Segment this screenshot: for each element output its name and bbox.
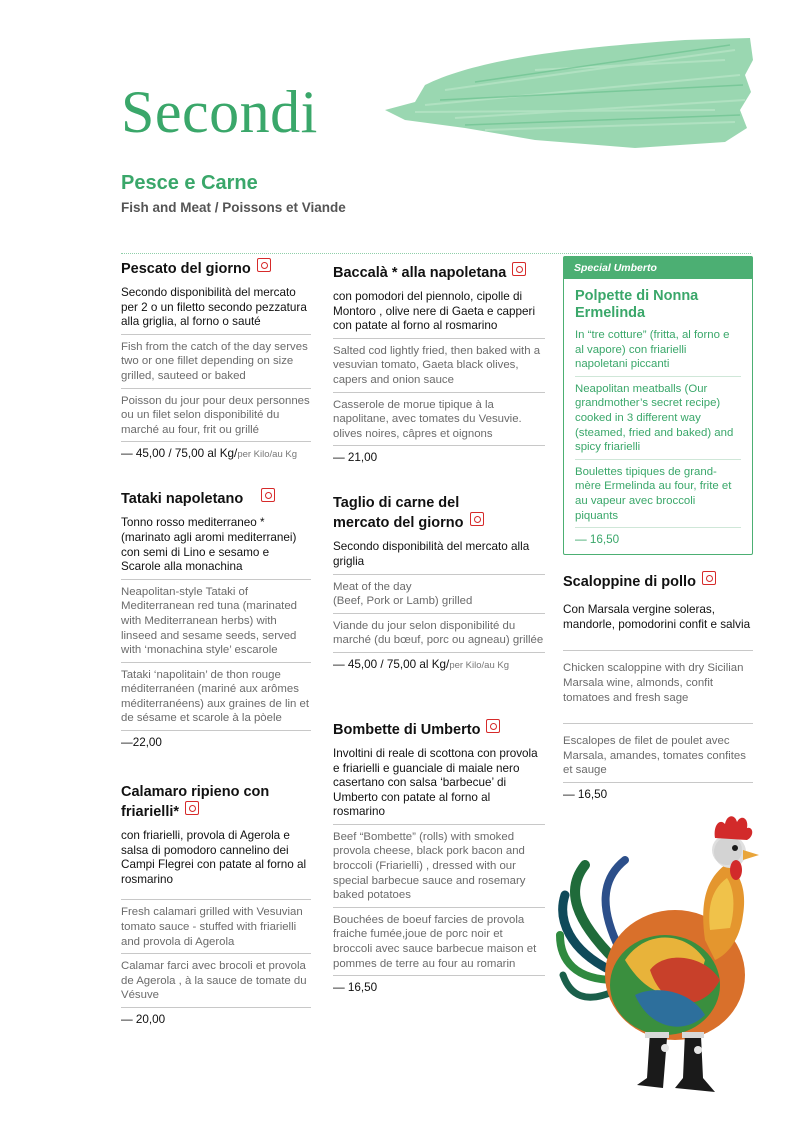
dish-description-it: Secondo disponibilità del mercato alla griglia: [333, 540, 545, 574]
special-price: — 16,50: [575, 533, 620, 547]
special-description-fr: Boulettes tipiques de grand-mère Ermelinda au four, frite et au vapeur avec broccoli piquants: [575, 465, 741, 528]
dish-description-fr: Escalopes de filet de poulet avec Marsala, amandes, tomates confites et sauge: [563, 734, 753, 783]
dish-description-en: Meat of the day (Beef, Pork or Lamb) grilled: [333, 580, 545, 614]
dish-description-en: Fish from the catch of the day serves two or one fillet depending on size grilled, sauteed or baked: [121, 340, 311, 389]
dish-name: Pescato del giorno: [121, 261, 251, 277]
divider: [121, 253, 751, 254]
dish-bombette: [333, 719, 545, 994]
dish-price: — 20,00: [121, 1013, 166, 1026]
chili-tag-icon: [512, 262, 526, 276]
dish-name: Tataki napoletano: [121, 491, 244, 508]
dish-name: Bombette di Umberto: [333, 721, 481, 738]
column-right: [563, 256, 753, 801]
dish-price: — 16,50: [333, 981, 378, 995]
dish-description-fr: Casserole de morue tipique à la napolitane, avec tomates du Vesuvie. olives noires, câpres et oignons: [333, 398, 545, 447]
dish-name: Taglio di carne del mercato del giorno: [333, 495, 464, 532]
chili-tag-icon: [261, 488, 275, 502]
dish-price: —22,00: [121, 736, 162, 750]
dish-description-it: Secondo disponibilità del mercato per 2 o un filetto secondo pezzatura alla griglia, al forno o sauté: [121, 286, 311, 335]
dish-name: Scaloppine di pollo: [563, 574, 696, 591]
dish-price: — 16,50: [563, 787, 608, 801]
dish-description-it: Con Marsala vergine soleras, mandorle, pomodorini confit e salvia: [563, 603, 753, 651]
page-title: Secondi: [121, 79, 318, 145]
column-middle: [333, 258, 545, 994]
special-label: Special Umberto: [564, 257, 752, 279]
dish-price: — 45,00 / 75,00 al Kg/: [121, 447, 238, 461]
dish-description-en: Fresh calamari grilled with Vesuvian tomato sauce - stuffed with friarielli and provola di Agerola: [121, 905, 311, 954]
special-dish-name: Polpette di Nonna Ermelinda: [575, 288, 699, 321]
price-unit: per Kilo/au Kg: [237, 449, 297, 461]
section-title: Pesce e Carne: [121, 172, 258, 194]
dish-price: — 21,00: [333, 451, 378, 465]
dish-description-fr: Calamar farci avec brocoli et provola de Agerola , à la sauce de tomate du Vésuve: [121, 959, 311, 1008]
chili-tag-icon: [702, 571, 716, 585]
dish-description-it: Tonno rosso mediterraneo * (marinato agli aromi mediterranei) con semi di Lino e sesamo e Scarole alla monachina: [121, 516, 311, 579]
dish-pescato: [121, 258, 311, 460]
dish-description-it: con pomodori del piennolo, cipolle di Montoro , olive nere di Gaeta e capperi con patate al forno al rosmarino: [333, 290, 545, 339]
dish-description-en: Beef “Bombette” (rolls) with smoked provola cheese, black pork bacon and broccoli (Friarielli) , dressed with our special barbecue sauce and rosemary baked potatoes: [333, 830, 545, 908]
dish-description-en: Neapolitan-style Tataki of Mediterranean red tuna (marinated with Mediterranean herbs) with linseed and sesame seeds, served with ‘monachina style’ escarole: [121, 585, 311, 663]
chili-tag-icon: [185, 801, 199, 815]
dish-description-it: con friarielli, provola di Agerola e salsa di pomodoro cannelino dei Campi Flegrei con patate al forno al rosmarino: [121, 829, 311, 900]
special-description-en: Neapolitan meatballs (Our grandmother’s secret recipe) cooked in 3 different way (steamed, fried and baked) and spicy friarielli: [575, 382, 741, 460]
special-description-it: In “tre cotture” (fritta, al forno e al vapore) con friarielli napoletani piccanti: [575, 328, 741, 377]
column-left: [121, 258, 311, 1026]
dish-name: Baccalà * alla napoletana: [333, 265, 507, 281]
dish-scaloppine: [563, 571, 753, 801]
dish-description-fr: Tataki ‘napolitain’ de thon rouge méditerranéen (mariné aux arômes méditerranéens) aux graines de lin et de sésame et scarole à la pòele: [121, 668, 311, 731]
dish-calamaro: [121, 783, 311, 1026]
dish-description-en: Chicken scaloppine with dry Sicilian Marsala wine, almonds, confit tomatoes and fresh sage: [563, 661, 753, 724]
dish-price: — 45,00 / 75,00 al Kg/: [333, 657, 450, 671]
green-brush-stroke: [385, 30, 755, 155]
dish-description-fr: Bouchées de boeuf farcies de provola fraiche fumée,joue de porc noir et broccoli avec sauce barbecue maison et pommes de terre au four au romarin: [333, 913, 545, 976]
chili-tag-icon: [470, 512, 484, 526]
dish-description-it: Involtini di reale di scottona con provola e friarielli e guanciale di maiale nero casertano con salsa ‘barbecue’ di Umberto con patate al forno al rosmarino: [333, 747, 545, 825]
price-unit: per Kilo/au Kg: [449, 659, 509, 671]
dish-tataki: [121, 488, 311, 749]
dish-description-fr: Viande du jour selon disponibilité du marché (du bœuf, porc ou agneau) grillée: [333, 619, 545, 653]
special-box: [563, 256, 753, 555]
rooster-illustration: [555, 810, 760, 1100]
chili-tag-icon: [257, 258, 271, 272]
dish-name: Calamaro ripieno con friarielli*: [121, 784, 270, 821]
chili-tag-icon: [486, 719, 500, 733]
dish-description-fr: Poisson du jour pour deux personnes ou un filet selon disponibilité du marché au four, frit ou grillé: [121, 394, 311, 443]
dish-taglio-carne: [333, 494, 545, 671]
dish-baccala: [333, 262, 545, 464]
section-subtitle: Fish and Meat / Poissons et Viande: [121, 200, 346, 215]
dish-description-en: Salted cod lightly fried, then baked with a vesuvian tomato, Gaeta black olives, capers and onion sauce: [333, 344, 545, 393]
